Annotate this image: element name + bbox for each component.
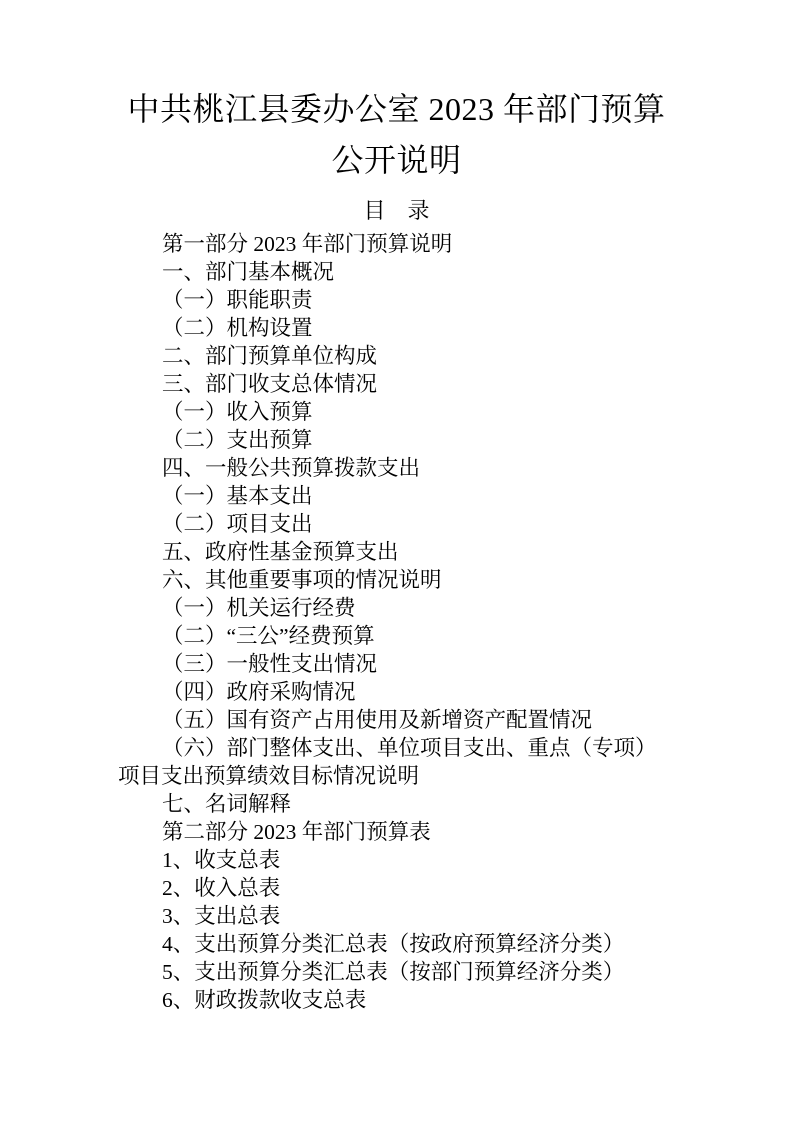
toc-line: （一）职能职责 <box>162 288 313 312</box>
toc-line: 六、其他重要事项的情况说明 <box>162 568 442 592</box>
toc-line: （四）政府采购情况 <box>162 680 356 704</box>
toc-line: 6、财政拨款收支总表 <box>162 988 367 1012</box>
toc-line: 项目支出预算绩效目标情况说明 <box>118 764 420 788</box>
toc-line: （五）国有资产占用使用及新增资产配置情况 <box>162 708 593 732</box>
toc-line: 5、支出预算分类汇总表（按部门预算经济分类） <box>162 960 625 984</box>
toc-line: 1、收支总表 <box>162 848 281 872</box>
toc-line: （一）基本支出 <box>162 484 313 508</box>
toc-line: 2、收入总表 <box>162 876 281 900</box>
toc-line: （二）支出预算 <box>162 428 313 452</box>
toc-line: （二）项目支出 <box>162 512 313 536</box>
toc-line: 第二部分 2023 年部门预算表 <box>162 820 431 844</box>
document-title-line1: 中共桃江县委办公室 2023 年部门预算 <box>127 91 666 127</box>
toc-line: 3、支出总表 <box>162 904 281 928</box>
table-of-contents <box>0 230 793 1014</box>
toc-line: （一）机关运行经费 <box>162 596 356 620</box>
toc-line: 二、部门预算单位构成 <box>162 344 378 368</box>
toc-line: （一）收入预算 <box>162 400 313 424</box>
toc-line: 一、部门基本概况 <box>162 260 335 284</box>
document-title-line2: 公开说明 <box>331 142 462 178</box>
toc-line: （六）部门整体支出、单位项目支出、重点（专项） <box>162 736 657 760</box>
toc-line: 四、一般公共预算拨款支出 <box>162 456 421 480</box>
toc-line: 五、政府性基金预算支出 <box>162 540 399 564</box>
toc-line: （二）“三公”经费预算 <box>162 624 375 648</box>
toc-line: 4、支出预算分类汇总表（按政府预算经济分类） <box>162 932 625 956</box>
toc-line: （三）一般性支出情况 <box>162 652 378 676</box>
document-title <box>0 0 793 186</box>
toc-line: 三、部门收支总体情况 <box>162 372 378 396</box>
toc-line: 七、名词解释 <box>162 792 292 816</box>
toc-line: 第一部分 2023 年部门预算说明 <box>162 232 453 256</box>
toc-line: （二）机构设置 <box>162 316 313 340</box>
toc-heading: 目 录 <box>363 198 430 223</box>
